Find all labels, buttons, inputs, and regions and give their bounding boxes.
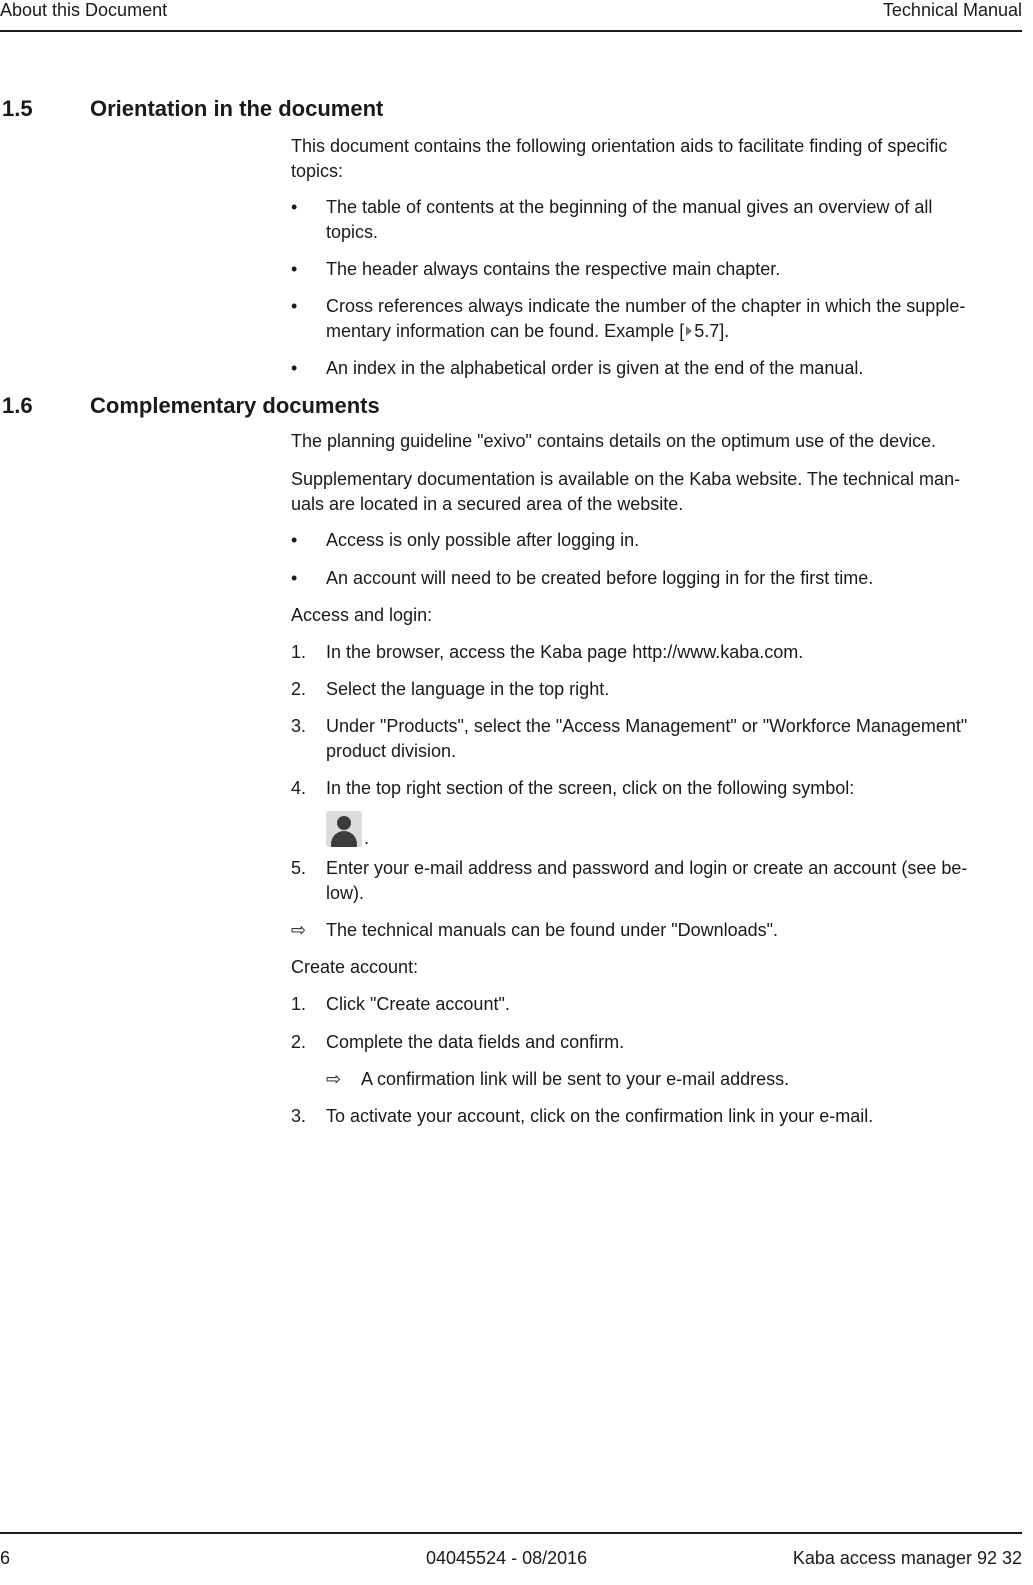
text-line: uals are located in a secured area of the website. [291, 493, 684, 514]
text-line: Complete the data fields and confirm. [326, 1032, 625, 1052]
result-arrow-icon: ⇨ [326, 1069, 342, 1089]
text-line: A confirmation link will be sent to your e-mail address. [361, 1069, 790, 1089]
header-document-type: Technical Manual [882, 0, 1022, 20]
user-account-icon [326, 811, 362, 847]
text-line: topics: [291, 160, 344, 181]
paragraph-label: Access and login: [291, 605, 433, 625]
text-fragment: mentary information can be found. Example [ [326, 320, 685, 341]
bullet-marker: • [291, 296, 298, 316]
text-line: Enter your e-mail address and password and login or create an account (see be- [326, 858, 968, 878]
step-number: 3. [291, 1106, 307, 1126]
text-line: Select the language in the top right. [326, 679, 610, 699]
paragraph: The planning guideline "exivo" contains details on the optimum use of the device. [291, 431, 937, 451]
bullet-marker: • [291, 259, 298, 279]
text-line: Click "Create account". [326, 994, 510, 1014]
footer-page-number: 6 [0, 1548, 11, 1568]
section-number: 1.6 [2, 393, 33, 418]
footer-product-name: Kaba access manager 92 32 [792, 1548, 1022, 1568]
text-line: An account will need to be created before logging in for the first time. [326, 568, 874, 588]
bullet-marker: • [291, 530, 298, 550]
section-title: Orientation in the document [90, 96, 384, 121]
text-line: Supplementary documentation is available on the Kaba website. The technical man- [291, 469, 961, 489]
text-line: In the top right section of the screen, click on the following symbol: [326, 778, 855, 798]
text-line: This document contains the following orientation aids to facilitate finding of specific [291, 136, 948, 156]
step-number: 2. [291, 1032, 307, 1052]
text-line: To activate your account, click on the confirmation link in your e-mail. [326, 1106, 874, 1126]
cross-reference-link[interactable]: 5.7]. [694, 320, 730, 341]
bullet-marker: • [291, 358, 298, 378]
text-line: Access is only possible after logging in. [326, 530, 640, 550]
footer-document-number: 04045524 - 08/2016 [426, 1548, 588, 1568]
text-line: low). [326, 882, 365, 903]
paragraph [291, 467, 1016, 516]
step-item [291, 776, 1016, 846]
footer-rule [0, 1532, 1022, 1534]
bullet-marker: • [291, 568, 298, 588]
text-line: Cross references always indicate the number of the chapter in which the supple- [326, 296, 966, 316]
text-line: Under "Products", select the "Access Management" or "Workforce Management" [326, 716, 968, 736]
header-chapter: About this Document [0, 0, 168, 20]
text-line: An index in the alphabetical order is given at the end of the manual. [326, 358, 864, 378]
cross-reference-arrow-icon [686, 326, 692, 336]
step-number: 5. [291, 858, 307, 878]
text-line: The header always contains the respective main chapter. [326, 259, 781, 279]
step-number: 1. [291, 642, 307, 662]
bullet-marker: • [291, 197, 298, 217]
section-number: 1.5 [2, 96, 33, 121]
paragraph-label: Create account: [291, 957, 419, 977]
user-account-icon-body [331, 831, 357, 847]
header-rule [0, 30, 1022, 32]
step-number: 1. [291, 994, 307, 1014]
text-line: product division. [326, 740, 457, 761]
text-line: The table of contents at the beginning of the manual gives an overview of all [326, 197, 933, 217]
text-fragment: . [364, 828, 370, 848]
text-line: topics. [326, 221, 379, 242]
step-number: 2. [291, 679, 307, 699]
step-number: 4. [291, 778, 307, 798]
step-number: 3. [291, 716, 307, 736]
paragraph [291, 134, 1016, 183]
text-line: The technical manuals can be found under "Downloads". [326, 920, 779, 940]
result-arrow-icon: ⇨ [291, 920, 307, 940]
section-title: Complementary documents [90, 393, 380, 418]
text-line: In the browser, access the Kaba page http://www.kaba.com. [326, 642, 804, 662]
user-account-icon-head [337, 816, 351, 830]
